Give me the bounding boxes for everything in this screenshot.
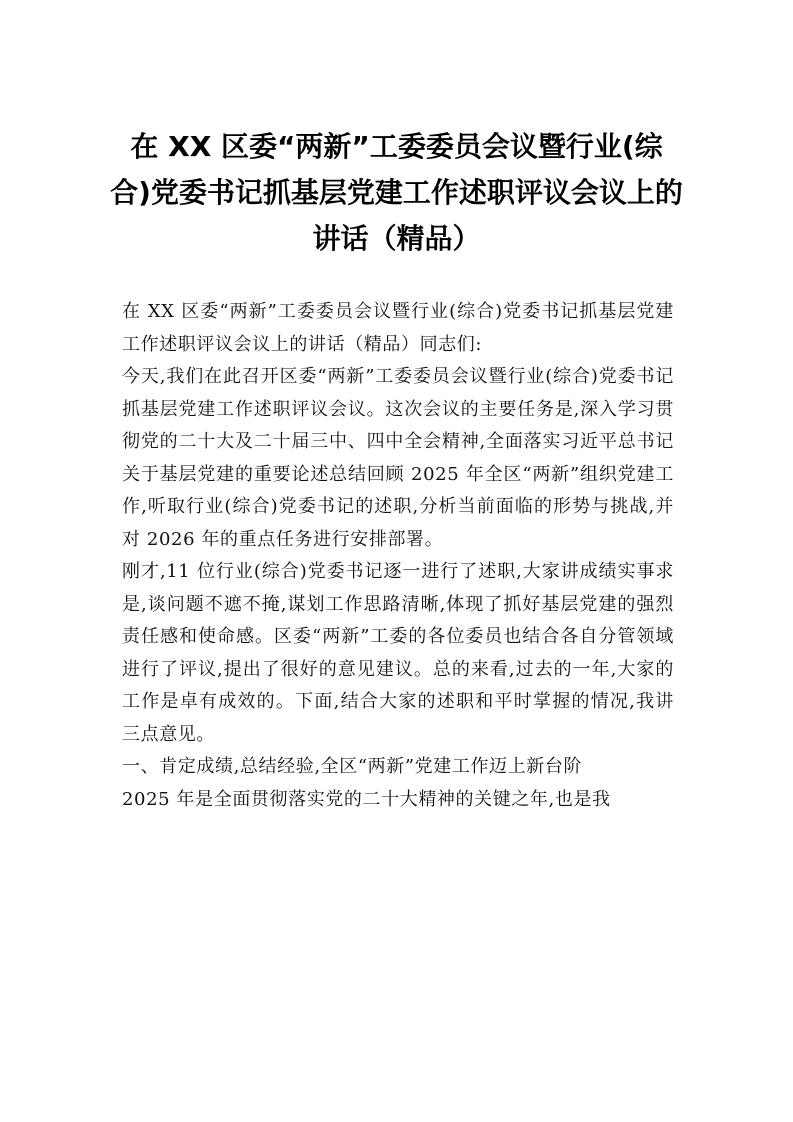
document-body	[122, 296, 674, 816]
paragraph-intro: 在 XX 区委“两新”工委委员会议暨行业(综合)党委书记抓基层党建工作述职评议会议上的讲话（精品）同志们:	[122, 301, 674, 355]
paragraph-2025: 2025 年是全面贯彻落实党的二十大精神的关键之年,也是我	[122, 788, 611, 810]
paragraph-meeting-purpose: 今天,我们在此召开区委“两新”工委委员会议暨行业(综合)党委书记抓基层党建工作述职评议会议。这次会议的主要任务是,深入学习贯彻党的二十大及二十届三中、四中全会精神,全面落实习近平总书记关于基层党建的重要论述总结回顾 2025 年全区“两新”组织党建工作,听取行业(综合)党委书记的述职,分析当前面临的形势与挑战,并对 2026 年的重点任务进行安排部署。	[122, 366, 674, 550]
paragraph-review: 刚才,11 位行业(综合)党委书记逐一进行了述职,大家讲成绩实事求是,谈问题不遮不掩,谋划工作思路清晰,体现了抓好基层党建的强烈责任感和使命感。区委“两新”工委的各位委员也结合各自分管领域进行了评议,提出了很好的意见建议。总的来看,过去的一年,大家的工作是卓有成效的。下面,结合大家的述职和平时掌握的情况,我讲三点意见。	[122, 561, 674, 745]
section-heading-1: 一、肯定成绩,总结经验,全区“两新”党建工作迈上新台阶	[122, 756, 583, 777]
document-title: 在 XX 区委“两新”工委委员会议暨行业(综合)党委书记抓基层党建工作述职评议会议上的讲话（精品）	[110, 130, 683, 255]
